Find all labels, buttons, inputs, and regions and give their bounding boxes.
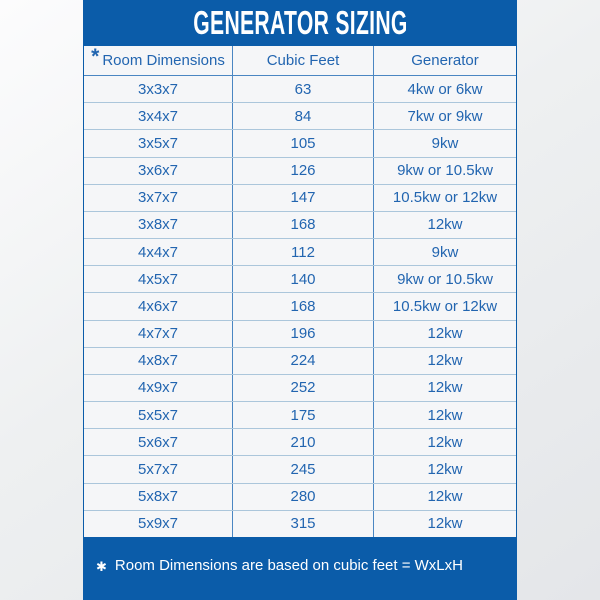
table-cell: 4x5x7	[84, 266, 233, 292]
asterisk-icon: ✱	[96, 558, 107, 574]
table-cell: 12kw	[427, 460, 463, 478]
table-row	[84, 158, 516, 185]
table-cell: 12kw	[427, 325, 463, 343]
table-row	[84, 266, 516, 293]
table-cell: 3x3x7	[84, 76, 233, 102]
table-cell: 4x4x7	[84, 239, 233, 265]
table-body	[84, 76, 516, 537]
table-cell: 5x6x7	[84, 429, 233, 455]
table-row	[84, 402, 516, 429]
table-cell: 10.5kw or 12kw	[392, 297, 498, 315]
table-cell: 12kw	[427, 379, 463, 397]
table-cell: 4x6x7	[84, 293, 233, 319]
column-header-room-dimensions	[84, 46, 233, 75]
footnote-text: Room Dimensions are based on cubic feet = WxLxH	[114, 557, 463, 574]
table-cell: 224	[233, 348, 374, 374]
table-row	[84, 484, 516, 511]
table-row	[84, 130, 516, 157]
table-row	[84, 76, 516, 103]
column-header-label: Room Dimensions	[102, 52, 225, 69]
table-cell: 210	[233, 429, 374, 455]
table-cell: 5x7x7	[84, 456, 233, 482]
table-cell: 105	[233, 130, 374, 156]
table-cell: 3x7x7	[84, 185, 233, 211]
sizing-card	[83, 0, 517, 600]
table-row	[84, 321, 516, 348]
table-cell: 112	[233, 239, 374, 265]
table-row	[84, 348, 516, 375]
table-cell: 252	[233, 375, 374, 401]
table-row	[84, 239, 516, 266]
table-cell: 168	[233, 293, 374, 319]
table-row	[84, 212, 516, 239]
table-cell: 63	[233, 76, 374, 102]
table-cell: 126	[233, 158, 374, 184]
table-row	[84, 429, 516, 456]
table-cell: 4kw or 6kw	[407, 80, 483, 98]
table-cell: 4x9x7	[84, 375, 233, 401]
column-header-label: Cubic Feet	[266, 52, 340, 69]
table-cell: 12kw	[427, 216, 463, 234]
column-header-label: Generator	[411, 52, 479, 69]
table-cell: 12kw	[427, 488, 463, 506]
table-cell: 147	[233, 185, 374, 211]
table-header-row	[84, 46, 516, 76]
table-cell: 175	[233, 402, 374, 428]
table-row	[84, 511, 516, 537]
table-cell: 140	[233, 266, 374, 292]
table-row	[84, 375, 516, 402]
table-cell: 4x7x7	[84, 321, 233, 347]
sizing-table	[84, 46, 516, 537]
table-cell: 10.5kw or 12kw	[392, 189, 498, 207]
table-cell: 12kw	[427, 515, 463, 533]
title-band	[83, 0, 517, 46]
table-cell: 9kw	[431, 134, 459, 152]
table-cell: 12kw	[427, 406, 463, 424]
table-cell: 84	[233, 103, 374, 129]
table-cell: 196	[233, 321, 374, 347]
table-cell: 168	[233, 212, 374, 238]
table-row	[84, 456, 516, 483]
table-cell: 3x5x7	[84, 130, 233, 156]
page-title: GENERATOR SIZING	[192, 4, 408, 41]
table-cell: 12kw	[427, 433, 463, 451]
table-cell: 280	[233, 484, 374, 510]
asterisk-icon: *	[91, 46, 100, 68]
footnote	[83, 537, 517, 600]
table-cell: 9kw	[431, 243, 459, 261]
table-cell: 4x8x7	[84, 348, 233, 374]
table-cell: 3x6x7	[84, 158, 233, 184]
table-row	[84, 103, 516, 130]
table-cell: 9kw or 10.5kw	[397, 270, 493, 288]
table-row	[84, 185, 516, 212]
table-cell: 7kw or 9kw	[407, 107, 483, 125]
table-cell: 12kw	[427, 352, 463, 370]
table-cell: 3x4x7	[84, 103, 233, 129]
table-cell: 5x8x7	[84, 484, 233, 510]
table-cell: 9kw or 10.5kw	[397, 162, 493, 180]
table-cell: 5x9x7	[84, 511, 233, 537]
table-cell: 5x5x7	[84, 402, 233, 428]
column-header-generator	[374, 46, 516, 75]
column-header-cubic-feet	[233, 46, 374, 75]
table-cell: 3x8x7	[84, 212, 233, 238]
table-cell: 245	[233, 456, 374, 482]
table-row	[84, 293, 516, 320]
table-cell: 315	[233, 511, 374, 537]
